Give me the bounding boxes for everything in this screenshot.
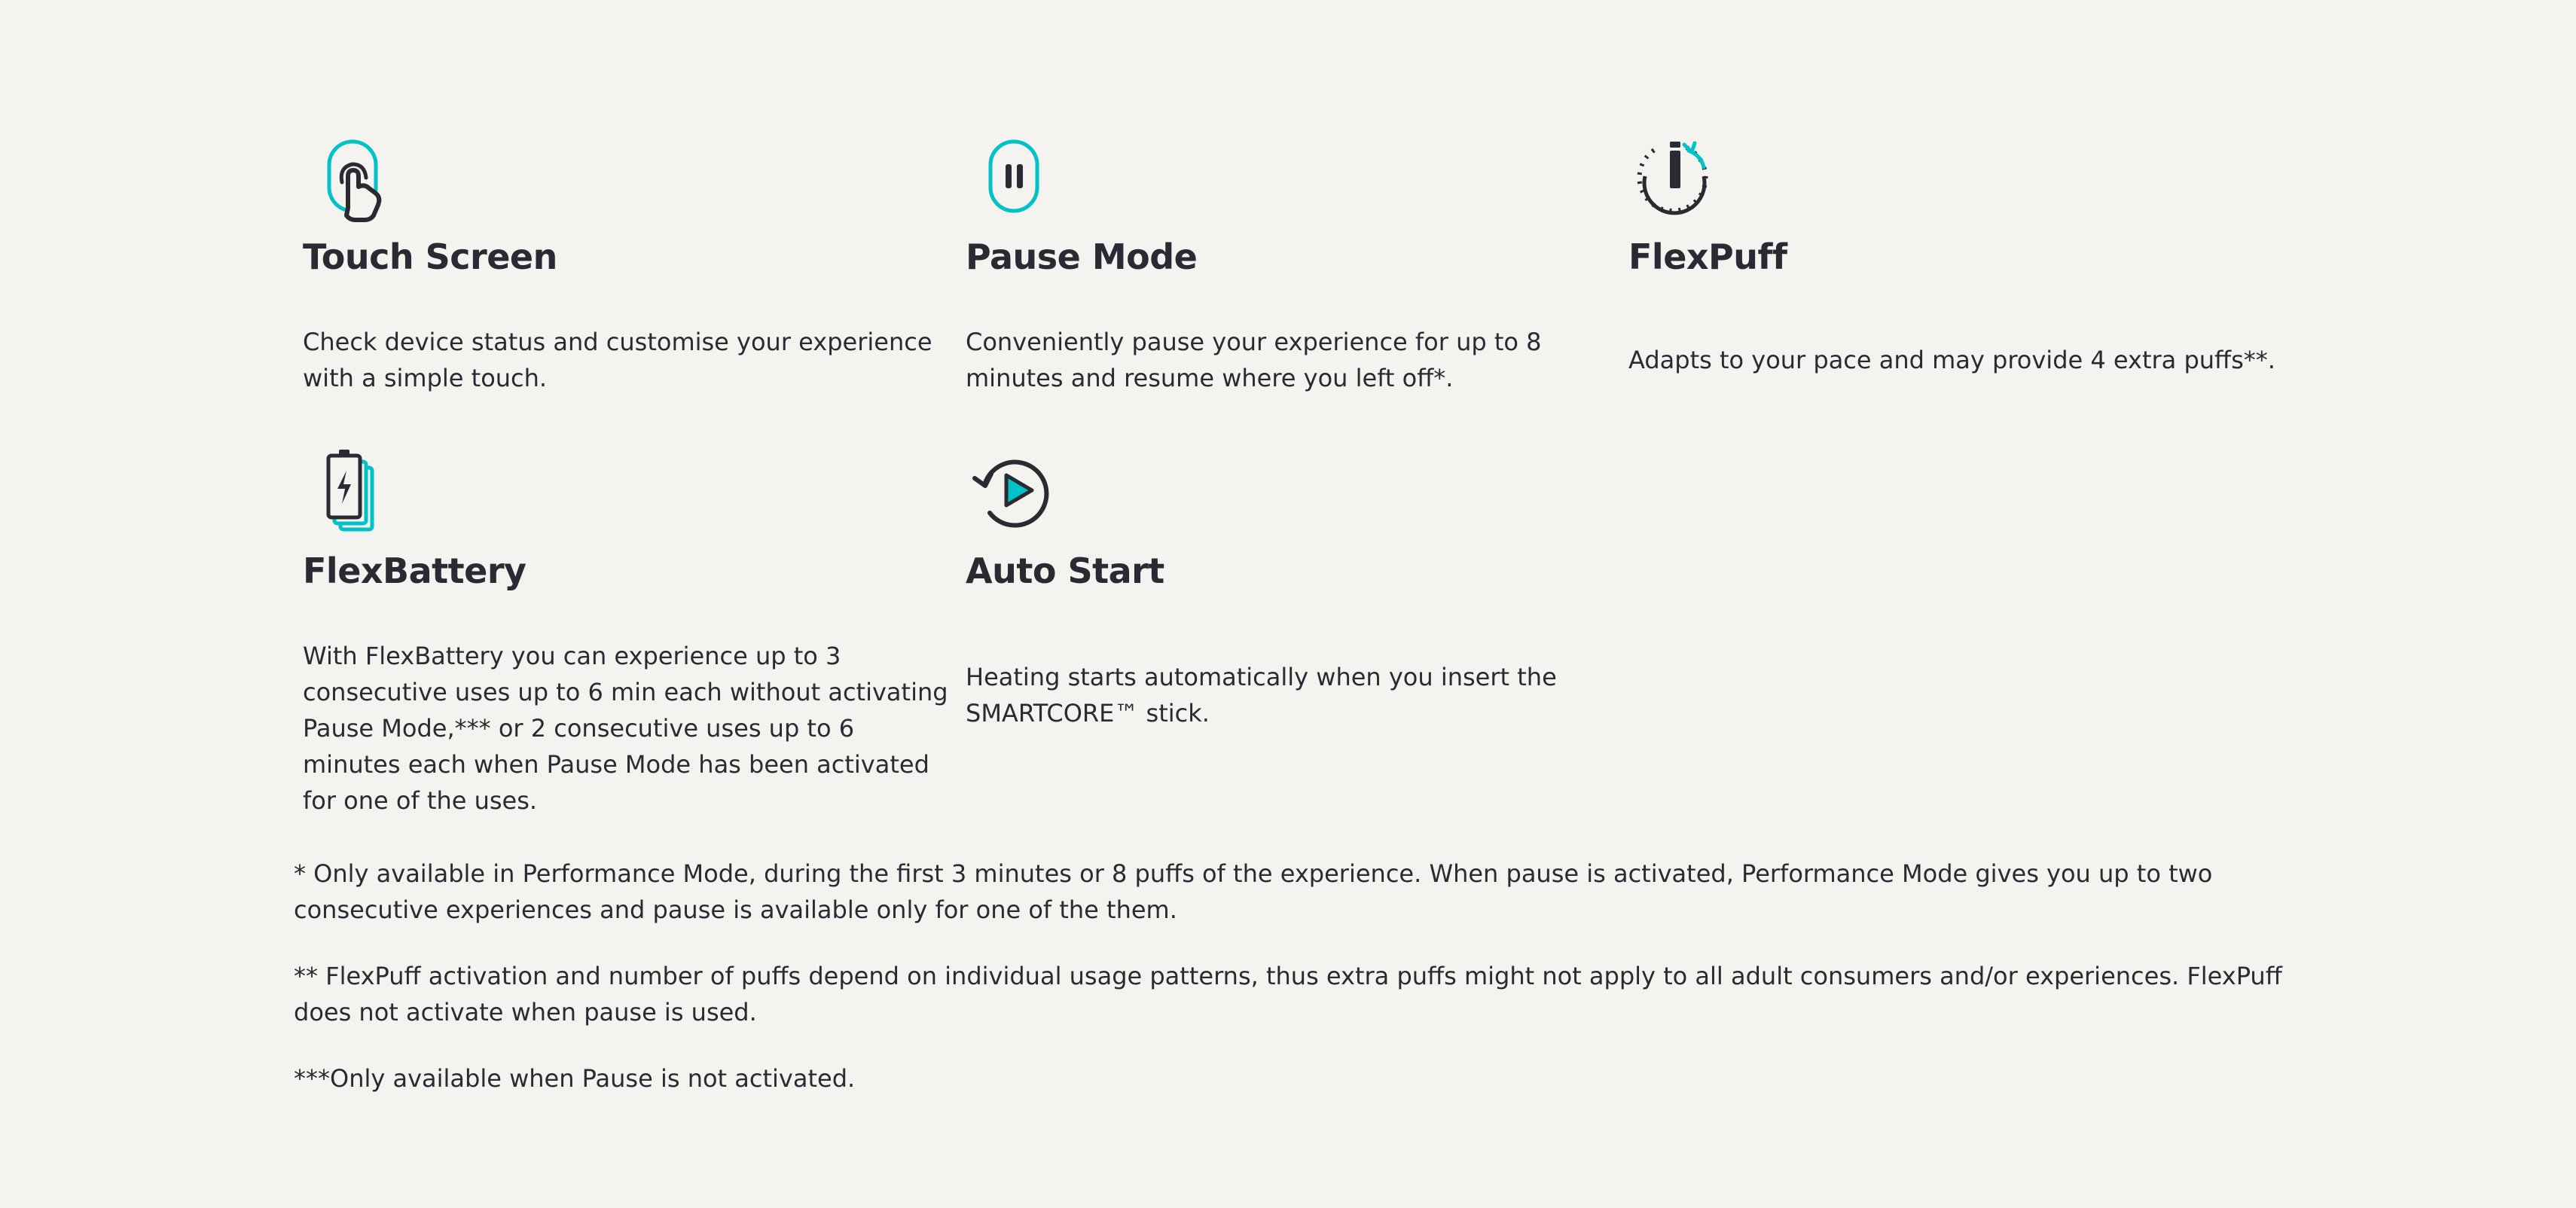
footnote-performance-mode: * Only available in Performance Mode, during the first 3 minutes or 8 puffs of the experience. When pause is activated, Performance Mode gives you up to two consecutive experiences and pause is available only for one of the them. [294,859,2213,924]
feature-title: FlexPuff [1628,236,1787,277]
feature-title: Pause Mode [966,236,1198,277]
footnote-pause: ***Only available when Pause is not activated. [294,1064,856,1093]
feature-description: Heating starts automatically when you insert the SMARTCORE™ stick. [966,663,1557,728]
feature-description: With FlexBattery you can experience up to 3 consecutive uses up to 6 min each without activating Pause Mode,*** or 2 consecutive uses up to 6 minutes each when Pause Mode has been activated for one of the uses. [303,642,948,815]
touch-screen-icon [303,134,393,224]
feature-description: Conveniently pause your experience for up to 8 minutes and resume where you left off*. [966,328,1542,392]
flexpuff-icon [1628,134,1719,224]
footnote-flexpuff: ** FlexPuff activation and number of puffs depend on individual usage patterns, thus extra puffs might not apply to all adult consumers and/or experiences. FlexPuff does not activate when pause is used. [294,962,2282,1026]
feature-title: Auto Start [966,551,1164,591]
feature-description: Check device status and customise your experience with a simple touch. [303,328,932,392]
feature-title: FlexBattery [303,551,526,591]
feature-description: Adapts to your pace and may provide 4 extra puffs**. [1628,346,2275,374]
auto-start-icon [966,448,1056,538]
flexbattery-icon [303,448,393,538]
feature-title: Touch Screen [303,236,557,277]
pause-mode-icon [966,134,1056,224]
